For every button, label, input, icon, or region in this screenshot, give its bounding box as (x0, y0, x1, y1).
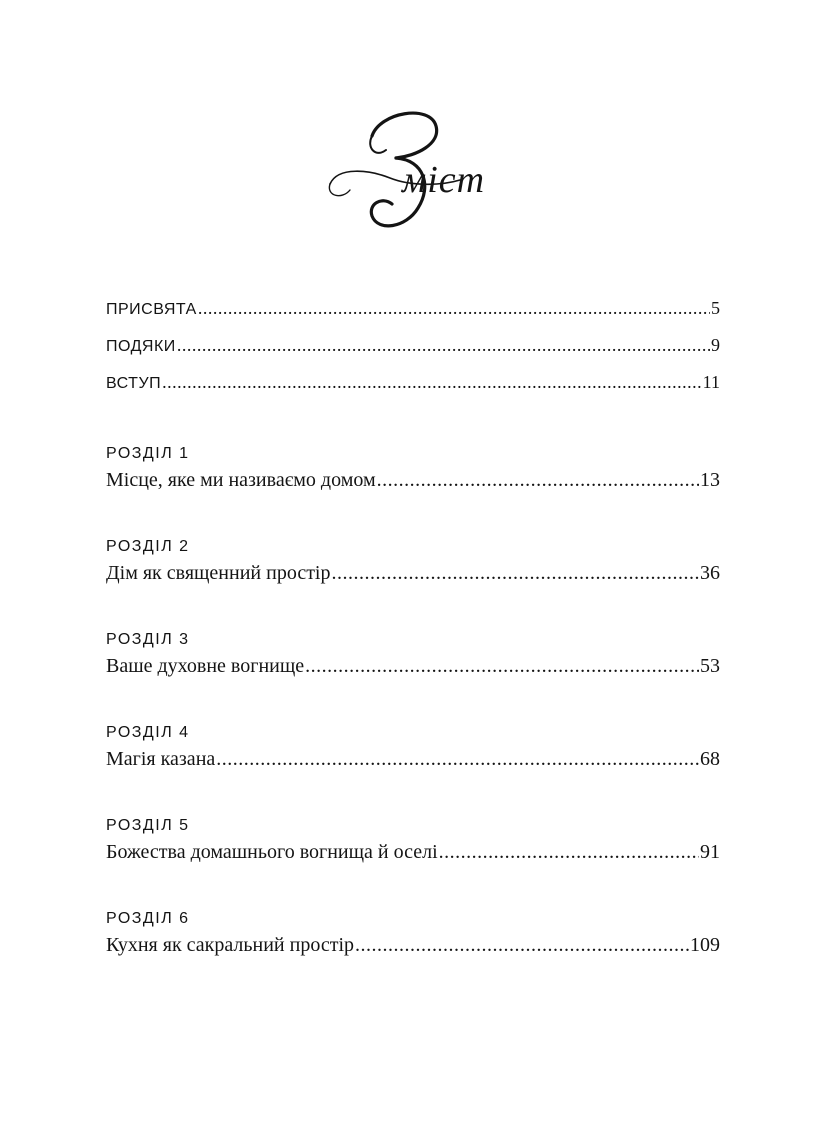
dot-leader (198, 298, 710, 319)
dot-leader (439, 841, 699, 864)
toc-chapter-6 (106, 904, 720, 964)
page-title (320, 100, 520, 240)
toc-entry-dedication[interactable] (106, 298, 720, 335)
toc-chapter-2 (106, 532, 720, 592)
chapter-title: Місце, яке ми називаємо домом (106, 469, 376, 491)
toc-page-number: 36 (700, 562, 720, 584)
chapter-heading: РОЗДІЛ 5 (106, 817, 190, 834)
dot-leader (355, 934, 689, 957)
toc-chapter-1 (106, 439, 720, 499)
toc-page-number: 5 (711, 298, 720, 318)
dot-leader (177, 335, 710, 356)
toc-chapter-3 (106, 625, 720, 685)
chapter-heading: РОЗДІЛ 3 (106, 631, 190, 648)
toc-label: ПРИСВЯТА (106, 301, 197, 318)
toc-entry-chapter-2[interactable] (106, 562, 720, 592)
toc-entry-introduction[interactable] (106, 372, 720, 409)
chapter-heading: РОЗДІЛ 2 (106, 538, 190, 555)
toc-entry-chapter-5[interactable] (106, 841, 720, 871)
dot-leader (305, 655, 699, 678)
dot-leader (162, 372, 702, 393)
toc-page-number: 53 (700, 655, 720, 677)
chapter-title: Магія казана (106, 748, 216, 770)
chapter-heading: РОЗДІЛ 1 (106, 445, 190, 462)
toc-page-number: 9 (711, 335, 720, 355)
chapter-heading: РОЗДІЛ 4 (106, 724, 190, 741)
toc-page-number: 11 (702, 372, 720, 392)
chapter-title: Кухня як сакральний простір (106, 934, 355, 956)
dot-leader (332, 562, 700, 585)
toc-chapter-5 (106, 811, 720, 871)
dot-leader (377, 469, 699, 492)
chapter-title: Дім як священний простір (106, 562, 331, 584)
chapter-title: Ваше духовне вогнище (106, 655, 305, 677)
chapter-heading: РОЗДІЛ 6 (106, 910, 190, 927)
toc-page-number: 91 (700, 841, 720, 863)
toc-entry-chapter-6[interactable] (106, 934, 720, 964)
toc-label: ПОДЯКИ (106, 338, 176, 355)
toc-entry-chapter-1[interactable] (106, 469, 720, 499)
chapter-title: Божества домашнього вогнища й оселі (106, 841, 438, 863)
toc-chapter-4 (106, 718, 720, 778)
toc-page-number: 109 (690, 934, 720, 956)
toc-page-number: 13 (700, 469, 720, 491)
title-text: міст (402, 159, 486, 201)
toc-entry-chapter-4[interactable] (106, 748, 720, 778)
dot-leader (216, 748, 699, 771)
toc-entry-acknowledgements[interactable] (106, 335, 720, 372)
toc-label: ВСТУП (106, 375, 162, 392)
toc-entry-chapter-3[interactable] (106, 655, 720, 685)
table-of-contents (106, 298, 720, 997)
toc-page-number: 68 (700, 748, 720, 770)
